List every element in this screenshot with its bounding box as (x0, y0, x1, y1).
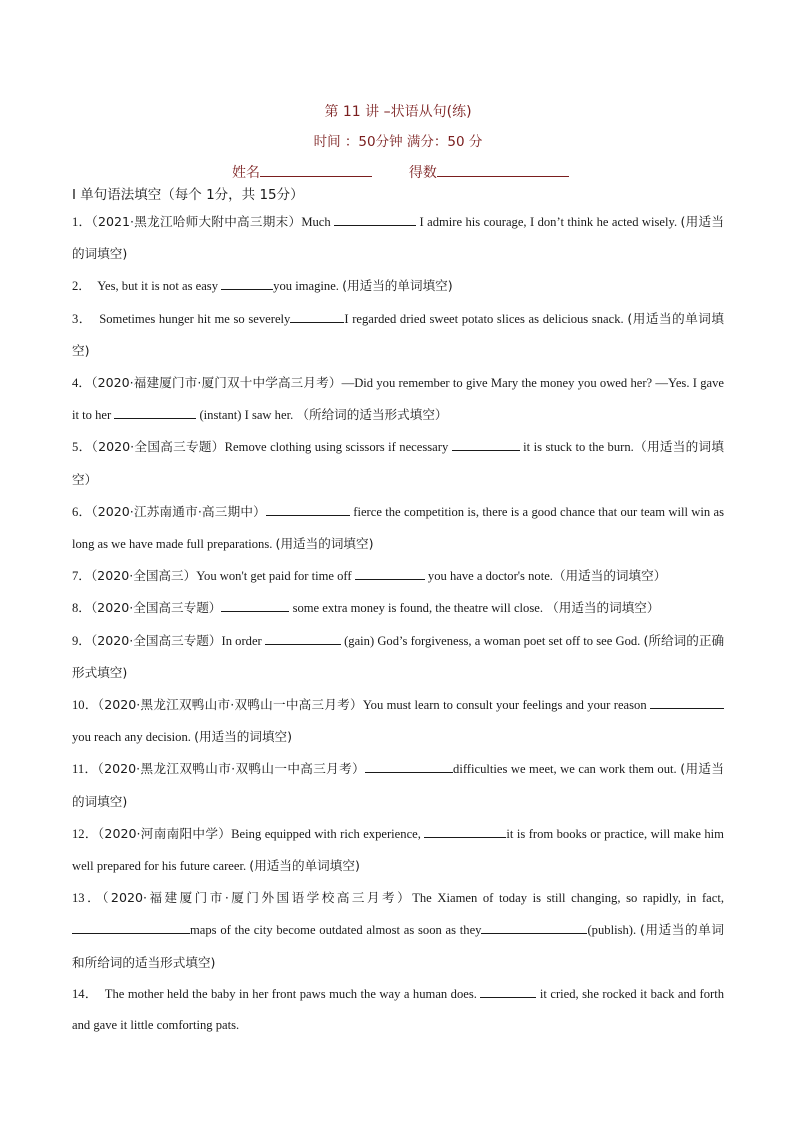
question-item: 8．（2020·全国高三专题） some extra money is found, the theatre will close. （用适当的词填空） (72, 592, 724, 624)
name-field[interactable] (260, 160, 372, 177)
answer-blank[interactable] (355, 565, 425, 580)
question-item: 11．（2020·黑龙江双鸭山市·双鸭山一中高三月考） difficulties we meet, we can work them out. (用适当的词填空) (72, 753, 724, 817)
answer-blank[interactable] (72, 919, 190, 934)
question-item: 10．（2020·黑龙江双鸭山市·双鸭山一中高三月考）You must learn to consult your feelings and your reason you reach any decision. (用适当的词填空) (72, 689, 724, 753)
answer-blank[interactable] (221, 275, 273, 290)
section-title: Ⅰ 单句语法填空（每个 1分，共 15分） (72, 187, 304, 203)
question-list (72, 206, 724, 1041)
answer-blank[interactable] (334, 211, 416, 226)
worksheet-page (72, 100, 724, 1041)
question-item: 4．（2020·福建厦门市·厦门双十中学高三月考）—Did you remember to give Mary the money you owed her? —Yes. I gave it to her (instant) I saw her. （所给词的适当形式填空） (72, 375, 725, 423)
question-item: 2． Yes, but it is not as easy you imagine. (用适当的单词填空) (72, 270, 724, 302)
question-item: 9．（2020·全国高三专题）In order (gain) God’s forgiveness, a woman poet set off to see God. (所给词的正确形式填空) (72, 625, 724, 689)
question-item: 6．（2020·江苏南通市·高三期中） fierce the competition is, there is a good chance that our team will win as long as we have made full preparations. (用适当的词填空) (72, 496, 724, 560)
answer-blank[interactable] (265, 630, 341, 645)
name-label: 姓名 (232, 165, 260, 181)
question-item: 12．（2020·河南南阳中学）Being equipped with rich experience, it is from books or practice, will make him well prepared for his future career. (用适当的单词填空) (72, 818, 724, 882)
answer-blank[interactable] (480, 983, 536, 998)
question-item: 13．（2020·福建厦门市·厦门外国语学校高三月考）The Xiamen of today is still changing, so rapidly, in fact, maps of the city become outdated almost as soon as they (publish). (用适当的单词和所给词的适当形式填空) (72, 890, 725, 970)
question-item: 7．（2020·全国高三）You won't get paid for time off you have a doctor's note.（用适当的词填空） (72, 560, 724, 592)
answer-blank[interactable] (481, 919, 587, 934)
answer-blank[interactable] (266, 501, 350, 516)
question-item: 5．（2020·全国高三专题）Remove clothing using scissors if necessary it is stuck to the burn.（用适当的词填空） (72, 431, 724, 495)
answer-blank[interactable] (290, 308, 344, 323)
answer-blank[interactable] (650, 694, 724, 709)
answer-blank[interactable] (452, 436, 520, 451)
answer-blank[interactable] (114, 404, 196, 419)
answer-blank[interactable] (424, 823, 506, 838)
score-label: 得数 (408, 165, 437, 181)
score-field[interactable] (437, 160, 569, 177)
question-item: 14． The mother held the baby in her front paws much the way a human does. it cried, she rocked it back and forth and gave it little comforting pats. (72, 979, 724, 1041)
question-item: 3． Sometimes hunger hit me so severely I regarded dried sweet potato slices as delicious snack. (用适当的单词填空) (72, 303, 724, 367)
answer-blank[interactable] (365, 758, 453, 773)
question-item: 1．（2021·黑龙江哈师大附中高三期末）Much I admire his courage, I don’t think he acted wisely. (用适当的词填空) (72, 206, 724, 270)
name-score-row (72, 160, 724, 184)
page-title: 第 11 讲 –状语从句(练) (324, 104, 472, 120)
time-score-info: 时间 ：50分钟 满分：50 分 (313, 134, 483, 150)
answer-blank[interactable] (221, 597, 289, 612)
